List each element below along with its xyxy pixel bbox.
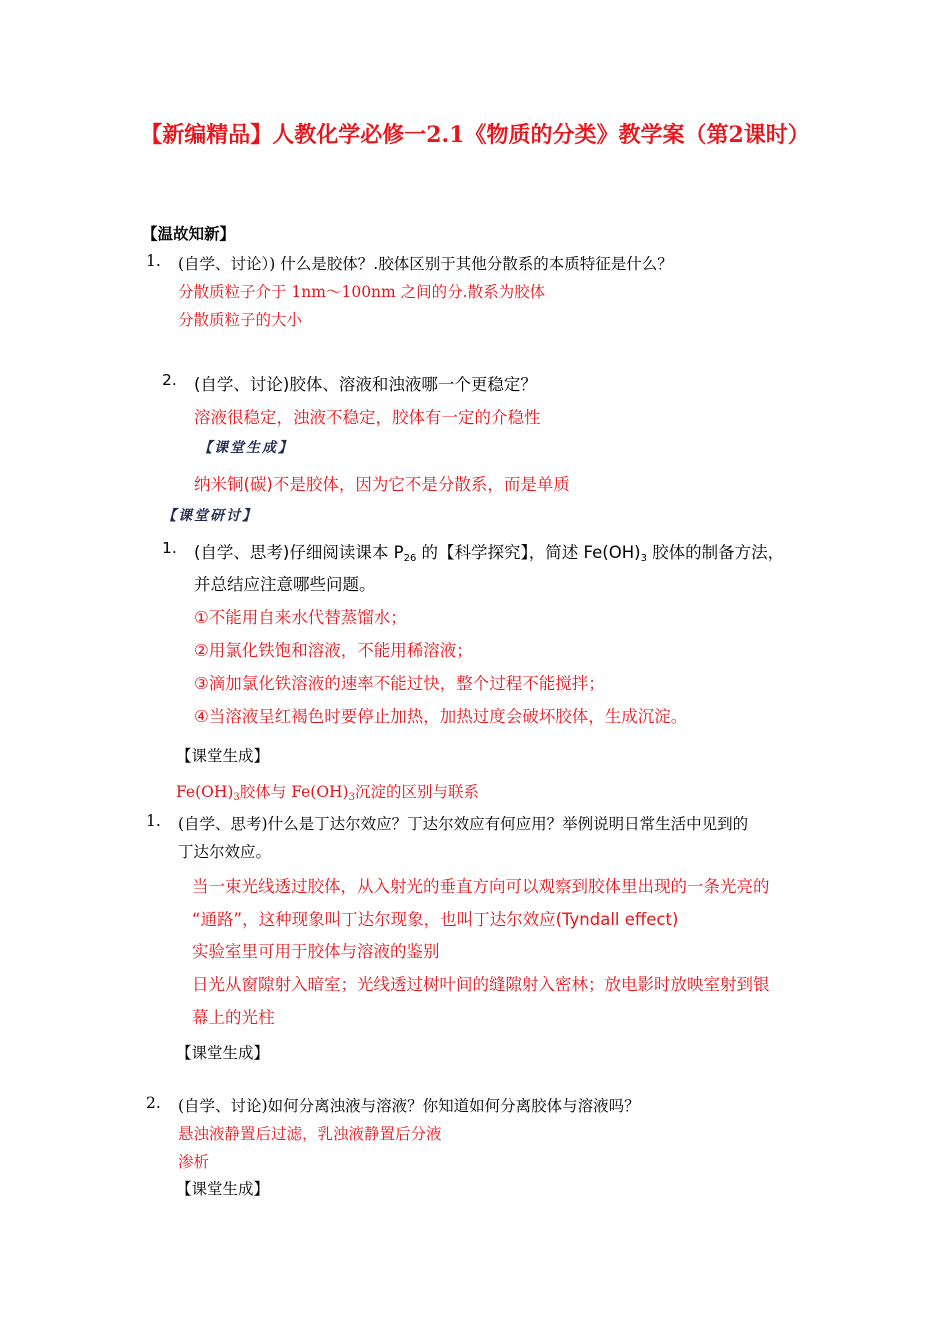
class-generation-label: 【课堂生成】 — [176, 1180, 270, 1198]
answer-point: ④当溶液呈红褐色时要停止加热，加热过度会破坏胶体，生成沉淀。 — [194, 707, 688, 726]
answer-text: 实验室里可用于胶体与溶液的鉴别 — [192, 942, 440, 961]
answer-text: 渗析 — [178, 1153, 210, 1171]
section-heading-review: 【温故知新】 — [142, 224, 236, 243]
class-generation-label: 【课堂生成】 — [176, 1044, 270, 1062]
question-number: 1. — [146, 812, 161, 830]
question-text: (自学、思考)仔细阅读课本 $P_{26}$ 的【科学探究】，简述 $Fe(OH)_3$ 胶体的制备方法， — [194, 543, 785, 564]
answer-text: $Fe(OH)_3$胶体与 $Fe(OH)_3$沉淀的区别与联系 — [176, 783, 479, 803]
question-text: (自学、讨论)胶体、溶液和浊液哪一个更稳定？ — [194, 375, 537, 394]
question-text: (自学、讨论)如何分离浊液与溶液？你知道如何分离胶体与溶液吗？ — [178, 1097, 640, 1115]
question-text: 丁达尔效应。 — [178, 843, 272, 861]
question-text: (自学、讨论）) 什么是胶体？.胶体区别于其他分散系的本质特征是什么？ — [178, 255, 673, 273]
question-text: 并总结应注意哪些问题。 — [194, 575, 376, 594]
answer-text: 分散质粒子的大小 — [178, 311, 303, 329]
question-number: 1. — [162, 539, 177, 557]
question-text: (自学、思考)什么是丁达尔效应？丁达尔效应有何应用？举例说明日常生活中见到的 — [178, 815, 749, 833]
question-number: 2. — [162, 371, 177, 389]
class-generation-label: 【课堂生成】 — [176, 747, 270, 765]
answer-text: 日光从窗隙射入暗室；光线透过树叶间的缝隙射入密林；放电影时放映室射到银 — [192, 975, 770, 994]
answer-text: 当一束光线透过胶体，从入射光的垂直方向可以观察到胶体里出现的一条光亮的 — [192, 877, 770, 896]
section-heading-research: 【课堂研讨】 — [162, 508, 258, 524]
answer-text: 悬浊液静置后过滤，乳浊液静置后分液 — [178, 1125, 442, 1143]
answer-point: ③滴加氯化铁溶液的速率不能过快，整个过程不能搅拌； — [194, 674, 605, 693]
class-generation-label: 【课堂生成】 — [198, 440, 294, 456]
question-number: 2. — [146, 1094, 161, 1112]
answer-text: 分散质粒子介于 1nm～100nm 之间的分.散系为胶体 — [178, 283, 546, 301]
question-number: 1. — [146, 252, 161, 270]
answer-text: 纳米铜(碳)不是胶体，因为它不是分散系，而是单质 — [194, 475, 570, 494]
answer-text: 溶液很稳定，浊液不稳定，胶体有一定的介稳性 — [194, 408, 541, 427]
answer-point: ①不能用自来水代替蒸馏水； — [194, 608, 407, 627]
answer-text: 幕上的光柱 — [192, 1008, 275, 1027]
page-title: 【新编精品】人教化学必修一2.1《物质的分类》教学案（第2课时） — [140, 122, 810, 148]
answer-text: “通路”，这种现象叫丁达尔现象，也叫丁达尔效应(Tyndall effect) — [192, 910, 679, 929]
answer-point: ②用氯化铁饱和溶液，不能用稀溶液； — [194, 641, 473, 660]
